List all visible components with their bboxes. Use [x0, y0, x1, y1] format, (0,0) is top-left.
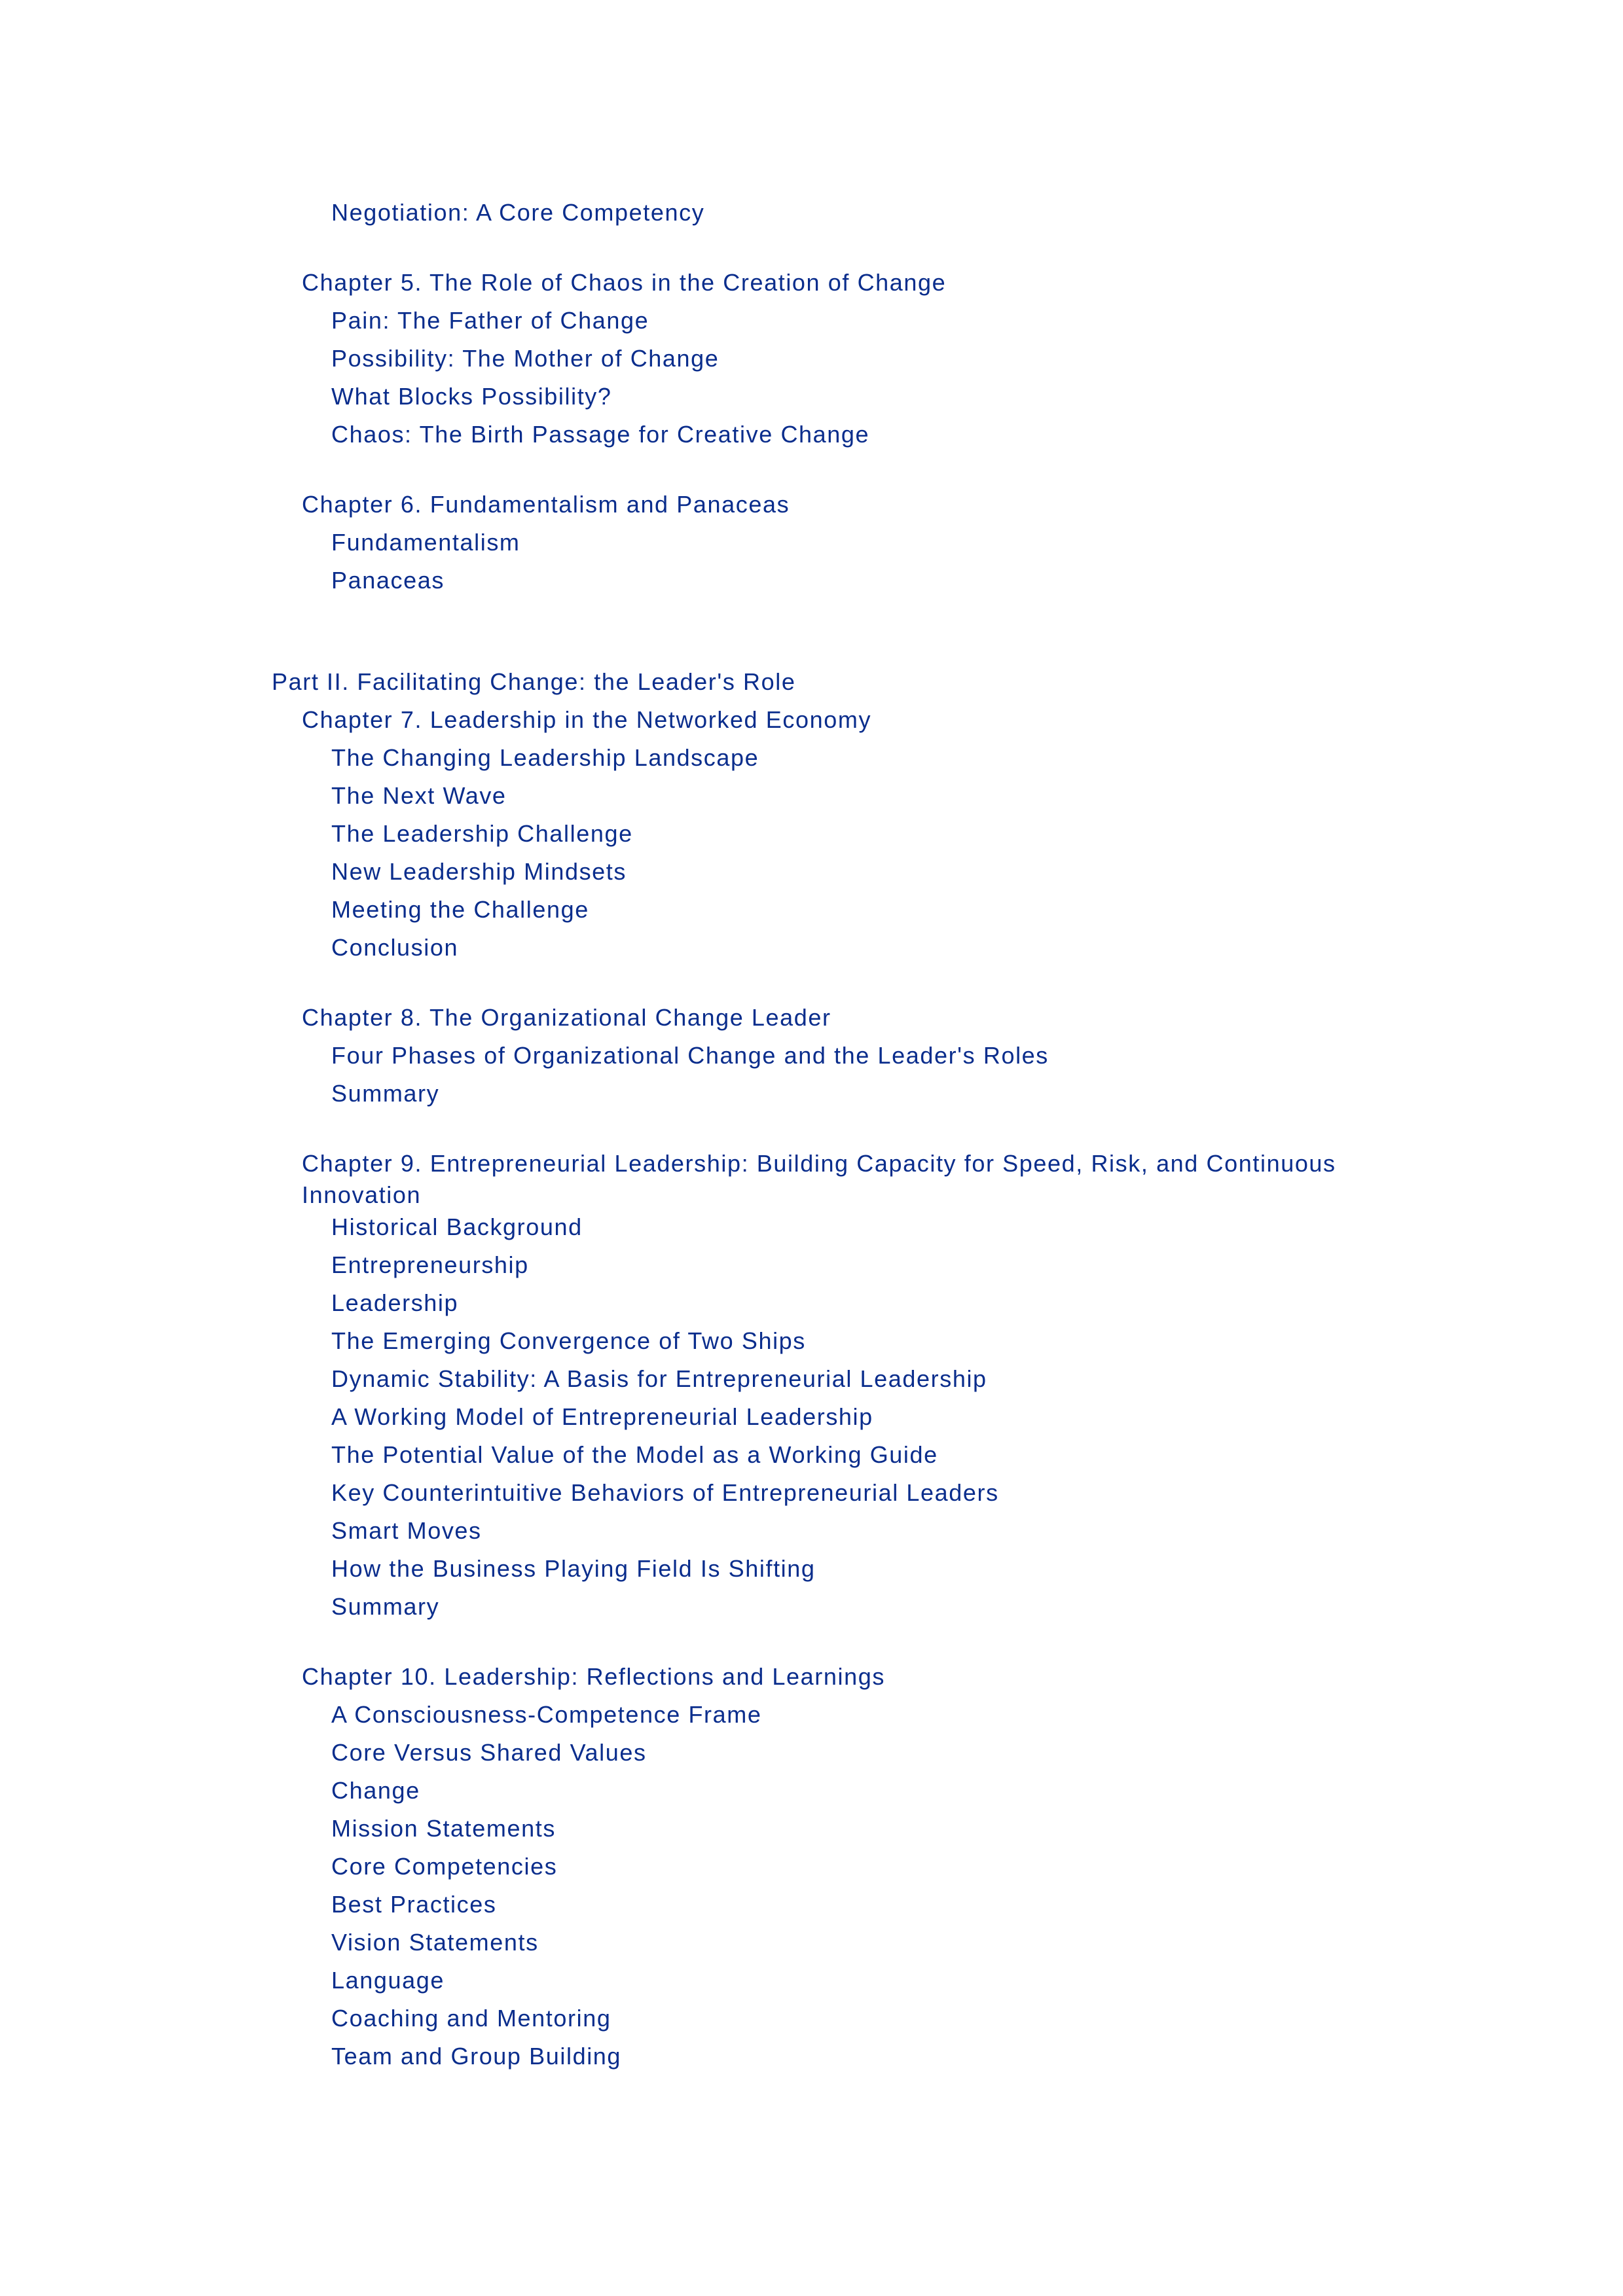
toc-chapter-6[interactable]: Chapter 6. Fundamentalism and Panaceas [302, 491, 790, 518]
toc-chapter-10[interactable]: Chapter 10. Leadership: Reflections and Learnings [302, 1663, 885, 1690]
toc-section[interactable]: Change [331, 1777, 420, 1804]
toc-section[interactable]: Vision Statements [331, 1929, 539, 1956]
toc-section[interactable]: Core Versus Shared Values [331, 1739, 647, 1766]
toc-chapter-8[interactable]: Chapter 8. The Organizational Change Leader [302, 1004, 831, 1031]
toc-section[interactable]: The Changing Leadership Landscape [331, 744, 759, 771]
toc-section[interactable]: Core Competencies [331, 1853, 558, 1880]
toc-section[interactable]: Team and Group Building [331, 2043, 622, 2070]
toc-section[interactable]: The Leadership Challenge [331, 820, 633, 847]
toc-section[interactable]: Possibility: The Mother of Change [331, 345, 720, 372]
toc-section[interactable]: The Next Wave [331, 782, 507, 809]
toc-section[interactable]: Best Practices [331, 1891, 497, 1918]
toc-section[interactable]: How the Business Playing Field Is Shifting [331, 1555, 816, 1582]
toc-section[interactable]: Meeting the Challenge [331, 896, 589, 923]
toc-chapter-9[interactable]: Chapter 9. Entrepreneurial Leadership: Building Capacity for Speed, Risk, and Continuous [302, 1150, 1336, 1177]
toc-chapter-5[interactable]: Chapter 5. The Role of Chaos in the Creation of Change [302, 269, 947, 296]
toc-section[interactable]: Panaceas [331, 567, 445, 594]
toc-section[interactable]: A Consciousness-Competence Frame [331, 1701, 762, 1728]
toc-section[interactable]: A Working Model of Entrepreneurial Leadership [331, 1403, 873, 1430]
toc-chapter-9-continuation[interactable]: Innovation [302, 1181, 422, 1208]
toc-section[interactable]: Four Phases of Organizational Change and the Leader's Roles [331, 1042, 1049, 1069]
toc-section[interactable]: Mission Statements [331, 1815, 556, 1842]
toc-section[interactable]: Chaos: The Birth Passage for Creative Change [331, 421, 870, 448]
toc-section[interactable]: Pain: The Father of Change [331, 307, 649, 334]
toc-section[interactable]: Language [331, 1967, 445, 1994]
toc-chapter-7[interactable]: Chapter 7. Leadership in the Networked Economy [302, 706, 872, 733]
toc-section[interactable]: Historical Background [331, 1213, 583, 1240]
toc-section[interactable]: Leadership [331, 1289, 459, 1316]
toc-section[interactable]: Coaching and Mentoring [331, 2005, 611, 2032]
toc-section-negotiation[interactable]: Negotiation: A Core Competency [331, 199, 705, 226]
toc-section[interactable]: Smart Moves [331, 1517, 482, 1544]
toc-section[interactable]: Summary [331, 1080, 440, 1107]
toc-section[interactable]: What Blocks Possibility? [331, 383, 612, 410]
toc-part-2[interactable]: Part II. Facilitating Change: the Leader's Role [272, 668, 796, 695]
toc-section[interactable]: Fundamentalism [331, 529, 520, 556]
toc-section[interactable]: The Potential Value of the Model as a Working Guide [331, 1441, 938, 1468]
toc-section[interactable]: Dynamic Stability: A Basis for Entrepreneurial Leadership [331, 1365, 987, 1392]
toc-section[interactable]: The Emerging Convergence of Two Ships [331, 1327, 806, 1354]
toc-section[interactable]: Summary [331, 1593, 440, 1620]
toc-section[interactable]: New Leadership Mindsets [331, 858, 627, 885]
toc-section[interactable]: Key Counterintuitive Behaviors of Entrepreneurial Leaders [331, 1479, 999, 1506]
toc-section[interactable]: Conclusion [331, 934, 459, 961]
toc-section[interactable]: Entrepreneurship [331, 1251, 529, 1278]
